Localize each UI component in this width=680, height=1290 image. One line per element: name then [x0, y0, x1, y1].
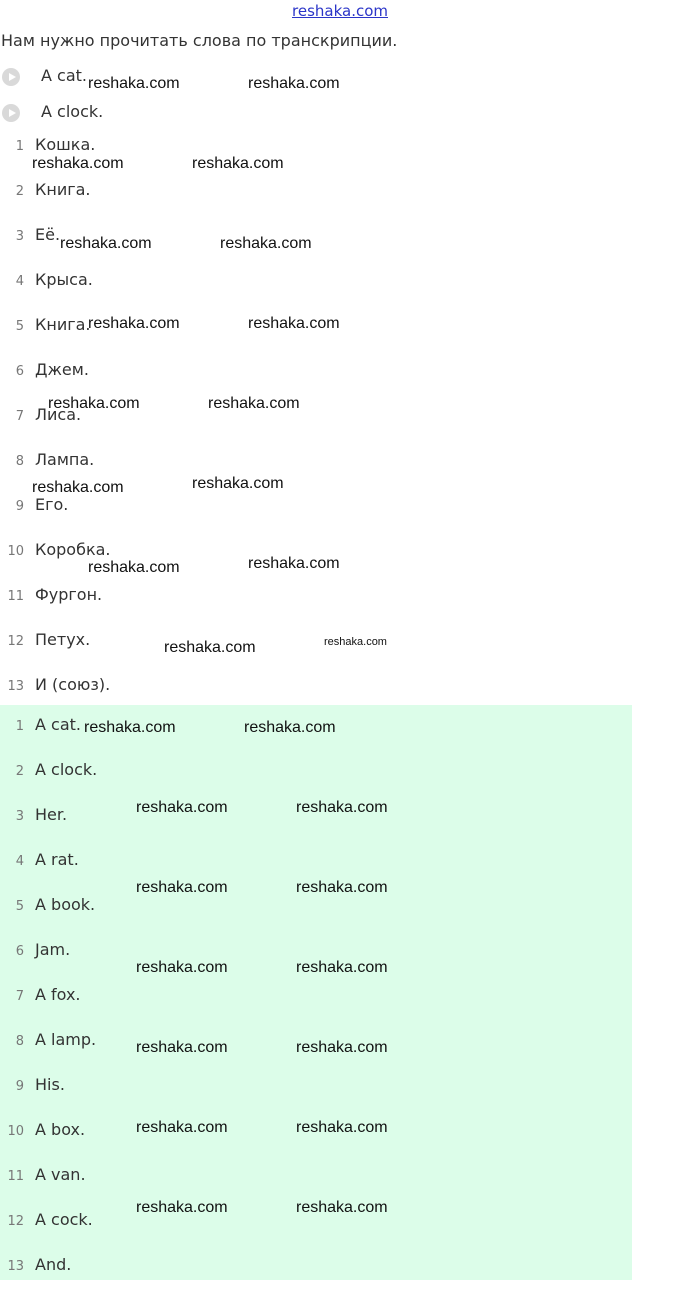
watermark: reshaka.com	[324, 636, 387, 648]
russian-word-list	[0, 125, 632, 710]
watermark: reshaka.com	[220, 235, 312, 252]
item-text: Крыса.	[35, 270, 93, 289]
task-intro: Нам нужно прочитать слова по транскрипции.	[1, 31, 398, 50]
item-number: 13	[7, 1259, 24, 1274]
item-number: 9	[15, 1079, 24, 1094]
item-number: 7	[15, 989, 24, 1004]
item-number: 1	[15, 139, 24, 154]
item-text: Фургон.	[35, 585, 103, 604]
list-item	[0, 665, 632, 710]
item-number: 10	[7, 1124, 24, 1139]
watermark: reshaka.com	[192, 475, 284, 492]
watermark: reshaka.com	[248, 315, 340, 332]
item-number: 2	[15, 184, 24, 199]
item-text: A book.	[35, 895, 96, 914]
list-item	[0, 395, 632, 440]
item-number: 2	[15, 764, 24, 779]
list-item	[0, 930, 632, 975]
item-number: 11	[7, 1169, 24, 1184]
list-item	[0, 795, 632, 840]
list-item	[0, 750, 632, 795]
list-item	[0, 440, 632, 485]
watermark: reshaka.com	[164, 639, 256, 656]
list-item	[0, 620, 632, 665]
watermark: reshaka.com	[248, 555, 340, 572]
list-item	[0, 125, 632, 170]
item-number: 5	[15, 899, 24, 914]
item-number: 6	[15, 364, 24, 379]
watermark: reshaka.com	[244, 719, 336, 736]
list-item	[0, 350, 632, 395]
item-number: 3	[15, 809, 24, 824]
play-icon[interactable]	[2, 68, 20, 86]
list-item	[0, 1200, 632, 1245]
list-item	[0, 1065, 632, 1110]
list-item	[0, 575, 632, 620]
watermark: reshaka.com	[136, 1039, 228, 1056]
watermark: reshaka.com	[136, 1119, 228, 1136]
watermark: reshaka.com	[32, 479, 124, 496]
play-icon[interactable]	[2, 104, 20, 122]
watermark: reshaka.com	[88, 315, 180, 332]
watermark: reshaka.com	[136, 799, 228, 816]
item-number: 8	[15, 454, 24, 469]
item-text: A cock.	[35, 1210, 93, 1229]
item-text: Кошка.	[35, 135, 96, 154]
watermark: reshaka.com	[88, 559, 180, 576]
watermark: reshaka.com	[192, 155, 284, 172]
watermark: reshaka.com	[136, 959, 228, 976]
list-item	[0, 1110, 632, 1155]
item-text: Коробка.	[35, 540, 111, 559]
item-number: 1	[15, 719, 24, 734]
list-item	[0, 840, 632, 885]
item-text: And.	[35, 1255, 72, 1274]
list-item	[0, 305, 632, 350]
list-item	[0, 530, 632, 575]
watermark: reshaka.com	[60, 235, 152, 252]
item-number: 12	[7, 634, 24, 649]
english-answer-list	[0, 705, 632, 1280]
watermark: reshaka.com	[32, 155, 124, 172]
watermark: reshaka.com	[48, 395, 140, 412]
item-text: Лиса.	[35, 405, 82, 424]
item-number: 11	[7, 589, 24, 604]
watermark: reshaka.com	[296, 879, 388, 896]
item-text: Книга.	[35, 315, 91, 334]
item-text: Петух.	[35, 630, 91, 649]
item-text: И (союз).	[35, 675, 111, 694]
item-number: 5	[15, 319, 24, 334]
list-item	[0, 485, 632, 530]
watermark: reshaka.com	[136, 879, 228, 896]
item-number: 10	[7, 544, 24, 559]
item-text: A cat.	[35, 715, 81, 734]
audio-label: A clock.	[41, 102, 104, 121]
item-text: A van.	[35, 1165, 86, 1184]
watermark: reshaka.com	[88, 75, 180, 92]
watermark: reshaka.com	[296, 1119, 388, 1136]
item-text: Jam.	[35, 940, 71, 959]
watermark: reshaka.com	[208, 395, 300, 412]
watermark: reshaka.com	[84, 719, 176, 736]
item-text: A clock.	[35, 760, 98, 779]
item-text: A rat.	[35, 850, 79, 869]
item-text: Джем.	[35, 360, 89, 379]
list-item	[0, 1245, 632, 1290]
header-site-link[interactable]: reshaka.com	[292, 2, 388, 20]
item-text: Её.	[35, 225, 61, 244]
item-number: 3	[15, 229, 24, 244]
item-text: Его.	[35, 495, 69, 514]
item-text: Her.	[35, 805, 68, 824]
item-number: 6	[15, 944, 24, 959]
item-text: Лампа.	[35, 450, 95, 469]
item-number: 4	[15, 274, 24, 289]
list-item	[0, 885, 632, 930]
item-text: His.	[35, 1075, 65, 1094]
list-item	[0, 975, 632, 1020]
item-number: 12	[7, 1214, 24, 1229]
item-number: 9	[15, 499, 24, 514]
item-text: A lamp.	[35, 1030, 97, 1049]
list-item	[0, 260, 632, 305]
list-item	[0, 1155, 632, 1200]
item-text: Книга.	[35, 180, 91, 199]
watermark: reshaka.com	[296, 799, 388, 816]
watermark: reshaka.com	[296, 1199, 388, 1216]
item-text: A box.	[35, 1120, 86, 1139]
list-item	[0, 170, 632, 215]
item-number: 13	[7, 679, 24, 694]
watermark: reshaka.com	[296, 1039, 388, 1056]
audio-label: A cat.	[41, 66, 87, 85]
item-number: 7	[15, 409, 24, 424]
watermark: reshaka.com	[296, 959, 388, 976]
list-item	[0, 705, 632, 750]
watermark: reshaka.com	[248, 75, 340, 92]
item-number: 4	[15, 854, 24, 869]
item-text: A fox.	[35, 985, 81, 1004]
list-item	[0, 1020, 632, 1065]
list-item	[0, 215, 632, 260]
item-number: 8	[15, 1034, 24, 1049]
watermark: reshaka.com	[136, 1199, 228, 1216]
